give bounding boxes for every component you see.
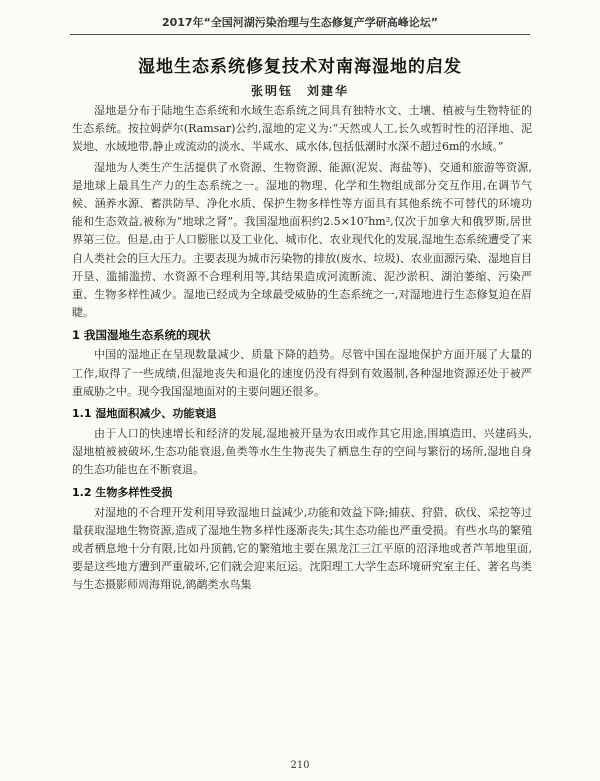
proceedings-header: 2017年“全国河湖污染治理与生态修复产学研高峰论坛” [161,16,439,29]
intro-paragraph-1: 湿地是分布于陆地生态系统和水域生态系统之间具有独特水文、土壤、植被与生物特征的生态系统。按拉姆萨尔(Ramsar)公约,湿地的定义为:“天然或人工,长久或暂时性的沼泽地、泥炭地、水域地带,静止或流动的淡水、半咸水、咸水体,包括低潮时水深不超过6m的水域。” [72,104,532,154]
article-authors: 张明钰 刘建华 [250,84,349,98]
section-1-1-heading: 1.1 湿地面积减少、功能衰退 [72,407,217,421]
section-1-2-paragraph: 对湿地的不合理开发利用导致湿地日益减少,功能和效益下降;捕获、狩猎、砍伐、采挖等过量获取湿地生物资源,造成了湿地生物多样性逐渐丧失;其生态功能也严重受损。有些水鸟的繁殖或者栖息地十分有限,比如丹顶鹤,它的繁殖地主要在黑龙江三江平原的沼泽地或者芦苇地里面,要是这些地方遭到严重破坏,它们就会迎来厄运。沈阳理工大学生态环境研究室主任、著名鸟类与生态摄影师周海翔说,鹆鹬类水鸟集 [72,505,532,592]
page-number: 210 [290,760,310,771]
section-1-2-heading: 1.2 生物多样性受损 [72,485,173,499]
article-body [72,102,532,597]
intro-paragraph-2: 湿地为人类生产生活提供了水资源、生物资源、能源(泥炭、海盐等)、交通和旅游等资源,是地球上最具生产力的生态系统之一。湿地的物理、化学和生物组成部分交互作用,在调节气候、涵养水源、蓄洪防旱、净化水质、保护生物多样性等方面具有其他系统不可替代的环境功能和生态效益,被称为“地球之肾”。我国湿地面积约2.5×10⁷hm²,仅次于加拿大和俄罗斯,居世界第三位。但是,由于人口膨胀以及工业化、城市化、农业现代化的发展,湿地生态系统遭受了来自人类社会的巨大压力。主要表现为城市污染物的排放(废水、垃圾)、农业面源污染、湿地盲目开垦、滥捕滥捞、水资源不合理利用等,其结果造成河流断流、泥沙淤积、湖泊萎缩、污染严重、生物多样性减少。湿地已经成为全球最受威胁的生态系统之一,对湿地进行生态修复迫在眉睫。 [72,160,532,320]
section-1-heading: 1 我国湿地生态系统的现状 [72,328,211,343]
article-title: 湿地生态系统修复技术对南海湿地的启发 [138,57,462,77]
section-1-paragraph: 中国的湿地正在呈现数量减少、质量下降的趋势。尽管中国在湿地保护方面开展了大量的工作,取得了一些成绩,但湿地丧失和退化的速度仍没有得到有效遏制,各种湿地资源还处于被严重威胁之中。现今我国湿地面对的主要问题还很多。 [72,348,532,398]
section-1-1-paragraph: 由于人口的快速增长和经济的发展,湿地被开垦为农田或作其它用途,围填造田、兴建码头,湿地植被被破坏,生态功能衰退,鱼类等水生生物丧失了栖息生存的空间与繁衍的场所,湿地自身的生态功能也在不断衰退。 [72,427,532,477]
header-rule [70,34,530,35]
